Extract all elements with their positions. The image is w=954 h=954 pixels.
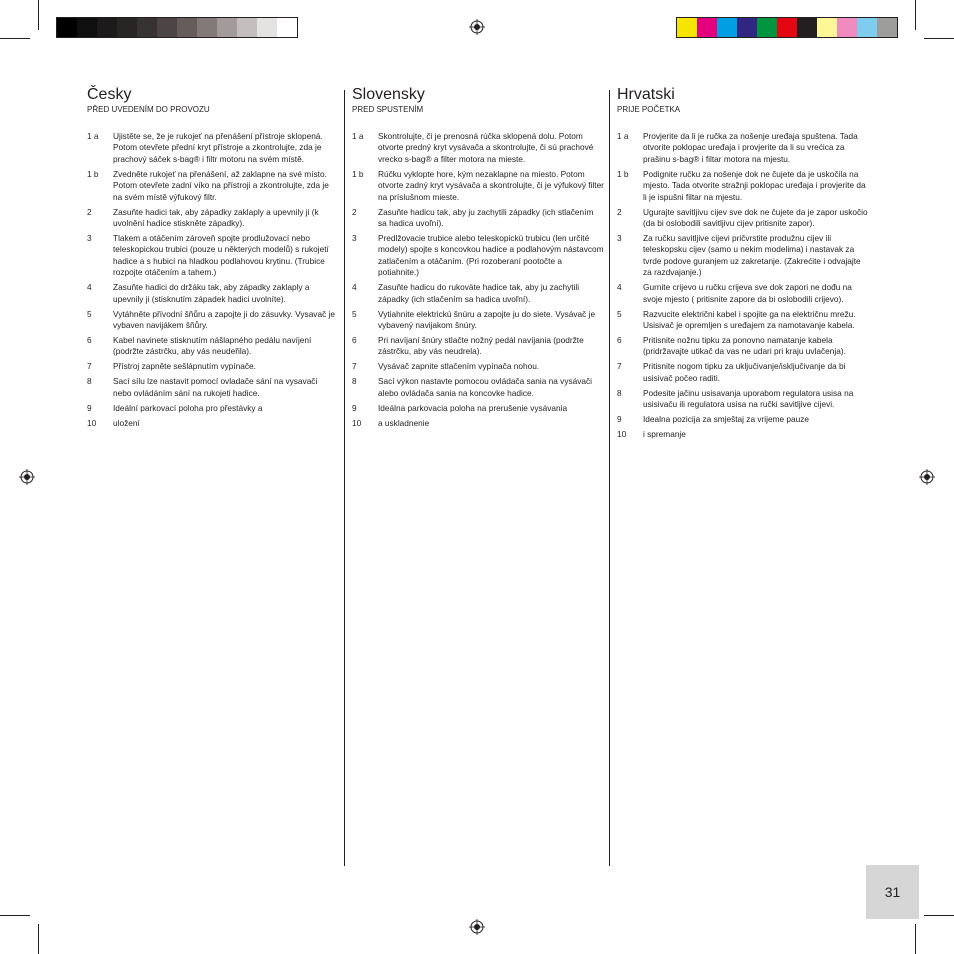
crop-mark bbox=[924, 915, 954, 916]
step-number: 7 bbox=[87, 361, 92, 372]
color-swatch bbox=[277, 18, 297, 37]
step-number: 10 bbox=[352, 417, 362, 428]
step-number: 3 bbox=[352, 233, 357, 244]
instruction-step bbox=[617, 233, 869, 279]
step-number: 6 bbox=[617, 335, 622, 346]
step-number: 1 a bbox=[617, 131, 629, 141]
instruction-step bbox=[352, 376, 604, 399]
section-croatian bbox=[617, 86, 869, 444]
page-number: 31 bbox=[866, 865, 919, 919]
step-number: 5 bbox=[352, 308, 357, 319]
step-number: 8 bbox=[87, 376, 92, 387]
step-number: 8 bbox=[352, 376, 357, 387]
process-color-bar bbox=[676, 17, 898, 38]
step-text: Zasuňte hadici do držáku tak, aby západky zaklaply a upevnily ji (stisknutím západek hadici uvolníte). bbox=[113, 282, 310, 304]
column-divider bbox=[609, 90, 610, 866]
step-number: 7 bbox=[617, 361, 622, 372]
color-swatch bbox=[257, 18, 277, 37]
crop-mark bbox=[38, 0, 39, 30]
step-text: Sací sílu lze nastavit pomocí ovladače sání na vysavači nebo ovládáním sání na rukojeti hadice. bbox=[113, 376, 318, 398]
instruction-step bbox=[87, 131, 337, 165]
instruction-step bbox=[617, 207, 869, 230]
instruction-step bbox=[87, 207, 337, 230]
color-swatch bbox=[97, 18, 117, 37]
section-subheading: PRED SPUSTENÍM bbox=[352, 105, 424, 114]
step-text: Zvedněte rukojeť na přenášení, až zaklapne na své místo. Potom otevřete zadní víko na přístroji a zkontrolujte, zda je na svém místě výfukový filtr. bbox=[113, 168, 329, 202]
color-swatch bbox=[237, 18, 257, 37]
step-number: 1 a bbox=[87, 131, 99, 141]
color-swatch bbox=[217, 18, 237, 37]
instruction-step bbox=[617, 282, 869, 305]
step-text: Provjerite da li je ručka za nošenje uređaja spuštena. Tada otvorite poklopac uređaja i provjerite da li su vrećica za prašinu s-bag® i filtar motora na mjestu. bbox=[643, 131, 858, 164]
step-text: Kabel navinete stisknutím nášlapného pedálu navíjení (podržte zástrčku, aby vás neudeřila). bbox=[113, 335, 312, 357]
instruction-step bbox=[87, 233, 337, 279]
step-text: Skontrolujte, či je prenosná rúčka sklopená dolu. Potom otvorte predný kryt vysávača a skontrolujte, či sú prachové vrecko s-bag® a filter motora na mieste. bbox=[378, 131, 594, 164]
step-text: Pri navíjaní šnúry stlačte nožný pedál navíjania (podržte zástrčku, aby vás neudrela). bbox=[378, 335, 584, 357]
color-swatch bbox=[677, 18, 697, 37]
grayscale-color-bar bbox=[56, 17, 298, 38]
step-number: 8 bbox=[617, 387, 622, 398]
step-text: Idealna pozicija za smještaj za vrijeme pauze bbox=[643, 414, 810, 425]
instruction-step bbox=[617, 361, 869, 384]
step-text: Tlakem a otáčením zároveň spojte prodlužovací nebo teleskopickou trubici (pouze u některých modelů) s rukojetí hadice a s hubicí na hladkou podlahovou krytinu. (Trubice rozpojte otáčením a tahem.) bbox=[113, 233, 329, 278]
step-text: Razvucite električni kabel i spojite ga na električnu mrežu. Usisivač je opremljen s uređajem za namotavanje kabela. bbox=[643, 308, 856, 331]
step-text: Zasuňte hadicu tak, aby ju zachytili západky (ich stlačením sa hadica uvoľní). bbox=[378, 206, 594, 229]
instruction-step bbox=[87, 169, 337, 203]
instruction-step bbox=[352, 233, 604, 279]
instruction-step bbox=[87, 361, 337, 372]
instruction-step bbox=[352, 361, 604, 372]
step-number: 1 b bbox=[87, 168, 99, 179]
color-swatch bbox=[777, 18, 797, 37]
instruction-step bbox=[352, 207, 604, 230]
crop-mark bbox=[38, 924, 39, 954]
step-number: 3 bbox=[87, 233, 92, 244]
instruction-step bbox=[617, 414, 869, 425]
color-swatch bbox=[717, 18, 737, 37]
section-czech bbox=[87, 86, 337, 433]
registration-mark-icon bbox=[469, 19, 485, 35]
column-divider bbox=[344, 90, 345, 866]
instruction-step bbox=[352, 282, 604, 305]
instruction-step bbox=[87, 282, 337, 305]
step-number: 6 bbox=[87, 335, 92, 346]
registration-mark-icon bbox=[469, 919, 485, 935]
step-number: 5 bbox=[617, 308, 622, 319]
instruction-step bbox=[352, 309, 604, 332]
section-slovak bbox=[352, 86, 604, 433]
step-text: Pritisnite nožnu tipku za ponovno namatanje kabela (pridržavajte utikač da vas ne udari pri kraju uvlačenja). bbox=[643, 335, 846, 357]
color-swatch bbox=[77, 18, 97, 37]
instruction-step bbox=[617, 429, 869, 440]
color-swatch bbox=[877, 18, 897, 37]
step-text: Sací výkon nastavte pomocou ovládača sania na vysávači alebo ovládača sania na koncovke hadice. bbox=[378, 376, 592, 398]
instruction-step bbox=[352, 131, 604, 165]
color-swatch bbox=[197, 18, 217, 37]
step-text: a uskladnenie bbox=[378, 417, 430, 428]
step-text: Vysávač zapnite stlačením vypínača nohou. bbox=[378, 361, 540, 372]
step-number: 9 bbox=[87, 402, 92, 413]
step-text: Podesite jačinu usisavanja uporabom regulatora usisa na usisivaču ili regulatora usisa na ručki savitljive cijevi. bbox=[643, 387, 854, 410]
step-number: 4 bbox=[87, 282, 92, 293]
step-number: 10 bbox=[617, 429, 627, 440]
instruction-step bbox=[617, 169, 869, 203]
step-number: 2 bbox=[87, 206, 92, 217]
step-text: Ideálna parkovacia poloha na prerušenie vysávania bbox=[378, 402, 568, 413]
step-number: 9 bbox=[617, 414, 622, 425]
instruction-step bbox=[87, 335, 337, 358]
color-swatch bbox=[137, 18, 157, 37]
instruction-list bbox=[617, 131, 869, 441]
instruction-step bbox=[87, 376, 337, 399]
color-swatch bbox=[117, 18, 137, 37]
step-number: 3 bbox=[617, 233, 622, 244]
section-heading: Slovensky bbox=[352, 86, 425, 103]
step-number: 1 b bbox=[352, 168, 364, 179]
step-text: Gurnite crijevo u ručku crijeva sve dok zapori ne dođu na svoje mjesto ( pritisnite zapore da bi oslobodili crijevo). bbox=[643, 282, 852, 304]
step-text: Predlžovacie trubice alebo teleskopickú trubicu (len určité modely) spojte s koncovkou hadice a podlahovým nástavcom zatlačením a otáčaním. (Pri rozoberaní pootočte a potiahnite.) bbox=[378, 233, 604, 278]
registration-mark-icon bbox=[19, 469, 35, 485]
color-swatch bbox=[737, 18, 757, 37]
step-text: Ideální parkovací poloha pro přestávky a bbox=[113, 402, 263, 413]
step-text: Podignite ručku za nošenje dok ne čujete da je uskočila na mjesto. Tada otvorite stražnji poklopac uređaja i provjerite da li je ispušni filtar na mjestu. bbox=[643, 168, 866, 202]
step-number: 4 bbox=[352, 282, 357, 293]
color-swatch bbox=[697, 18, 717, 37]
section-heading: Hrvatski bbox=[617, 86, 675, 103]
instruction-step bbox=[352, 169, 604, 203]
step-text: Zasuňte hadici tak, aby západky zaklaply a upevnily ji (k uvolnění hadice stiskněte západky). bbox=[113, 206, 319, 229]
registration-mark-icon bbox=[919, 469, 935, 485]
crop-mark bbox=[0, 915, 30, 916]
instruction-step bbox=[617, 309, 869, 332]
step-number: 4 bbox=[617, 282, 622, 293]
color-swatch bbox=[757, 18, 777, 37]
instruction-step bbox=[352, 403, 604, 414]
step-text: uložení bbox=[113, 417, 140, 428]
instruction-step bbox=[617, 131, 869, 165]
step-number: 7 bbox=[352, 361, 357, 372]
step-text: Rúčku vyklopte hore, kým nezaklapne na miesto. Potom otvorte zadný kryt vysávača a skontrolujte, či je výfukový filter na príslušnom mieste. bbox=[378, 168, 604, 202]
instruction-step bbox=[87, 418, 337, 429]
crop-mark bbox=[924, 38, 954, 39]
crop-mark bbox=[0, 38, 30, 39]
step-number: 6 bbox=[352, 335, 357, 346]
section-heading: Česky bbox=[87, 86, 132, 103]
crop-mark bbox=[915, 924, 916, 954]
color-swatch bbox=[57, 18, 77, 37]
step-number: 1 b bbox=[617, 168, 629, 179]
step-number: 9 bbox=[352, 402, 357, 413]
crop-mark bbox=[915, 0, 916, 30]
instruction-step bbox=[87, 309, 337, 332]
color-swatch bbox=[157, 18, 177, 37]
step-text: i spremanje bbox=[643, 429, 686, 440]
instruction-list bbox=[87, 131, 337, 429]
step-text: Ugurajte savitljivu cijev sve dok ne čujete da je zapor uskočio (da bi oslobodili savitljivu cijev pritisnite zapor). bbox=[643, 206, 868, 229]
instruction-step bbox=[617, 335, 869, 358]
step-number: 10 bbox=[87, 417, 97, 428]
section-subheading: PRIJE POČETKA bbox=[617, 105, 681, 114]
step-text: Zasuňte hadicu do rukoväte hadice tak, aby ju zachytili západky (ich stlačením sa hadica uvoľní). bbox=[378, 282, 580, 304]
step-text: Ujistěte se, že je rukojeť na přenášení přístroje sklopená. Potom otevřete přední kryt přístroje a zkontrolujte, zda je prachový sáček s-bag® i filtr motoru na svém místě. bbox=[113, 131, 323, 164]
color-swatch bbox=[177, 18, 197, 37]
color-swatch bbox=[797, 18, 817, 37]
step-text: Pritisnite nogom tipku za uključivanje/isključivanje da bi usisivač počeo raditi. bbox=[643, 361, 846, 383]
step-text: Vytáhněte přívodní šňůru a zapojte ji do zásuvky. Vysavač je vybaven navijákem šňůry. bbox=[113, 308, 335, 331]
color-swatch bbox=[857, 18, 877, 37]
step-text: Přístroj zapněte sešlápnutím vypínače. bbox=[113, 361, 256, 372]
step-number: 2 bbox=[617, 206, 622, 217]
section-subheading: PŘED UVEDENÍM DO PROVOZU bbox=[87, 105, 210, 114]
instruction-step bbox=[352, 335, 604, 358]
instruction-step bbox=[617, 388, 869, 411]
step-text: Za ručku savitljive cijevi pričvrstite produžnu cijev ili teleskopsku cijev (samo u nekim modelima) i nastavak za tvrde podove guranjem uz zakretanje. (Zakrećite i odvajajte za razdvajanje.) bbox=[643, 233, 861, 278]
step-text: Vytiahnite elektrickú šnúru a zapojte ju do siete. Vysávač je vybavený navijakom šnúry. bbox=[378, 308, 596, 331]
step-number: 2 bbox=[352, 206, 357, 217]
step-number: 5 bbox=[87, 308, 92, 319]
color-swatch bbox=[817, 18, 837, 37]
instruction-list bbox=[352, 131, 604, 429]
instruction-step bbox=[352, 418, 604, 429]
step-number: 1 a bbox=[352, 131, 364, 141]
instruction-step bbox=[87, 403, 337, 414]
color-swatch bbox=[837, 18, 857, 37]
